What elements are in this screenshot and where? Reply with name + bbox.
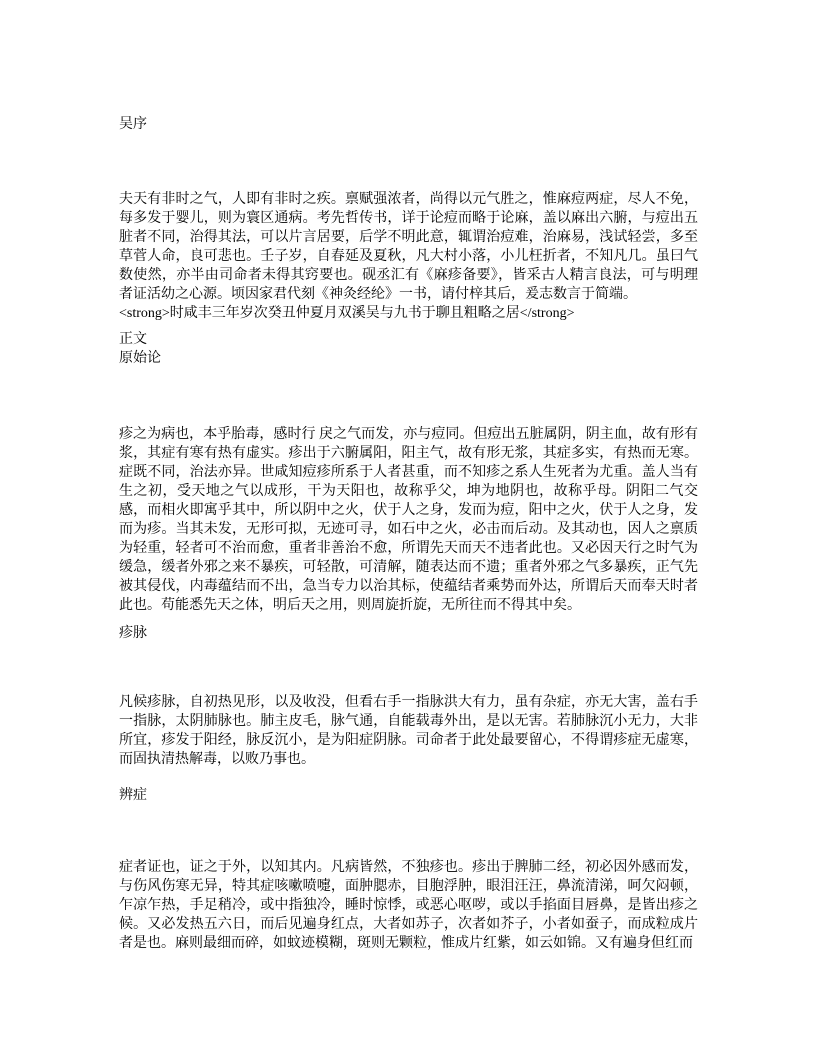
- section-heading-rash-pulse: 疹脉: [119, 626, 147, 641]
- section-heading-origin-theory: 原始论: [119, 351, 161, 366]
- preface-heading: 吴序: [119, 117, 147, 132]
- section-heading-symptom-differentiation: 辨症: [119, 788, 147, 803]
- section-paragraph-symptom-differentiation: 症者证也，证之于外，以知其内。凡病皆然，不独疹也。疹出于脾肺二经，初必因外感而发，与伤风伤寒无异，特其症咳嗽喷嚏，面肿腮赤，目胞浮肿，眼泪汪汪，鼻流清涕，呵欠闷顿，乍凉乍热，手足稍冷，或中指独冷，睡时惊悸，或恶心呕哕，或以手掐面目唇鼻，是皆出疹之候。又必发热五六日，而后见遍身红点，大者如苏子，次者如芥子，小者如蚕子，而成粒成片者是也。麻则最细而碎，如蚊迹模糊，斑则无颗粒，惟成片红紫，如云如锦。又有遍身但红而: [119, 860, 698, 951]
- main-body-label-group: [119, 330, 698, 368]
- section-paragraph-origin-theory: 疹之为病也，本乎胎毒，感时行 戾之气而发，亦与痘同。但痘出五脏属阴，阴主血，故有形有浆，其症有寒有热有虚实。疹出于六腑属阳，阳主气，故有形无浆，其症多实，有热而无寒。症既不同，治法亦异。世咸知痘疹所系于人者甚重，而不知疹之系人生死者为尤重。盖人当有生之初，受天地之气以成形，干为天阳也，故称乎父，坤为地阴也，故称乎母。阴阳二气交感，而相火即寓乎其中，所以阴中之火，伏于人之身，发而为痘，阳中之火，伏于人之身，发而为疹。当其未发，无形可拟，无迹可寻，如石中之火，必击而后动。及其动也，因人之禀质为轻重，轻者可不治而愈，重者非善治不愈，所谓先天而天不违者此也。又必因天行之时气为缓急，缓者外邪之来不暴疾，可轻散，可清解，随表达而不遗；重者外邪之气多暴疾，正气先被其侵伐，内毒蕴结而不出，急当专力以治其标，使蕴结者乘势而外达，所谓后天而奉天时者此也。苟能悉先天之体，明后天之用，则周旋折旋，无所往而不得其中矣。: [119, 427, 698, 613]
- preface-signature-line: <strong>时咸丰三年岁次癸丑仲夏月双溪吴与九书于聊且粗略之居</strong>: [119, 306, 575, 321]
- preface-paragraph: 夫天有非时之气，人即有非时之疾。禀赋强浓者，尚得以元气胜之，惟麻痘两症，尽人不免，每多发于婴儿，则为寰区通病。考先哲传书，详于论痘而略于论麻，盖以麻出六腑，与痘出五脏者不同，治得其法，可以片言居要，后学不明此意，辄谓治痘难，治麻易，浅试轻尝，多至草菅人命，良可悲也。壬子岁，自春延及夏秋，凡大村小落，小儿枉折者，不知凡几。虽曰气数使然，亦半由司命者未得其窍要也。砚丞汇有《麻疹备要》，皆采古人精言良法，可与明理者证活幼之心源。顷因家君代刻《神灸经纶》一书，请付梓其后，爰志数言于简端。: [119, 192, 698, 302]
- main-body-label: 正文: [119, 332, 147, 347]
- section-paragraph-rash-pulse: 凡候疹脉，自初热见形，以及收没，但看右手一指脉洪大有力，虽有杂症，亦无大害，盖右手一指脉，太阴肺脉也。肺主皮毛，脉气通，自能载毒外出，是以无害。若肺脉沉小无力，大非所宜，疹发于阳经，脉反沉小，是为阳症阴脉。司命者于此处最要留心，不得谓疹症无虚寒，而固执清热解毒，以败乃事也。: [119, 695, 698, 767]
